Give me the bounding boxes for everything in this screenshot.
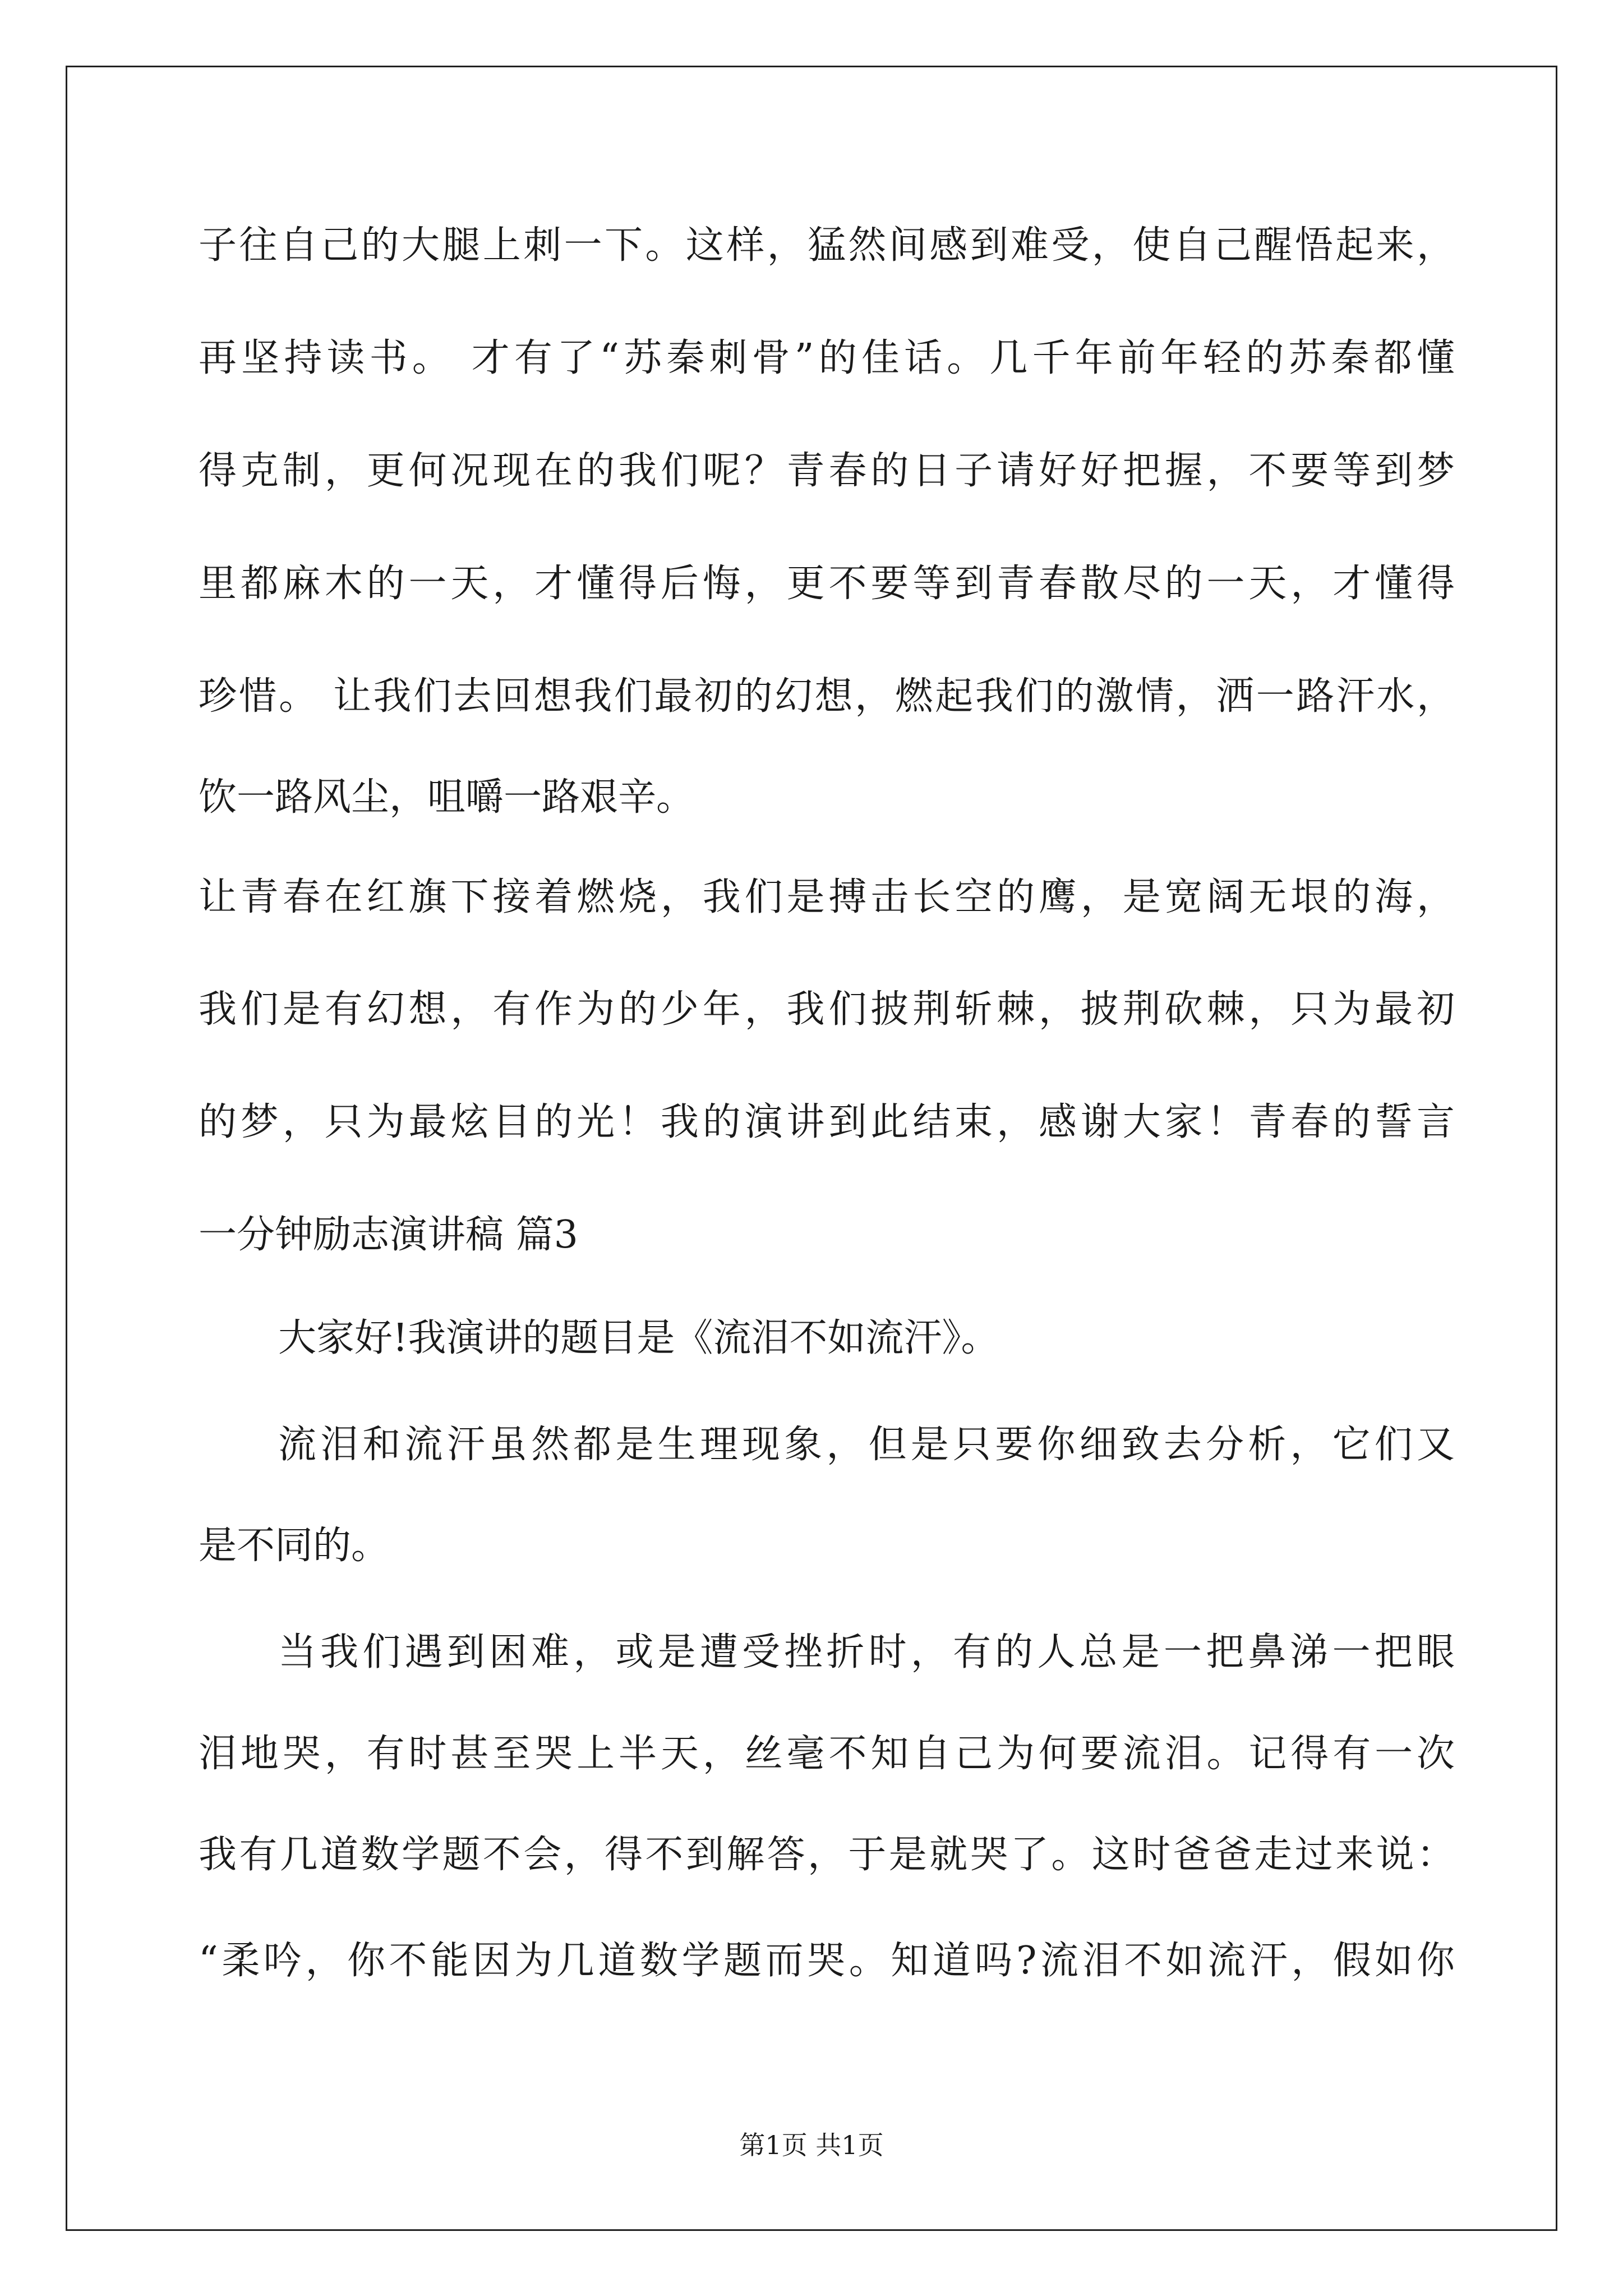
body-line-4: 里都麻木的一天，才懂得后悔，更不要等到青春散尽的一天，才懂得 <box>199 562 1455 606</box>
body-line-17: “柔吟，你不能因为几道数学题而哭。知道吗?流泪不如流汗，假如你 <box>199 1939 1455 1983</box>
body-line-16: 我有几道数学题不会，得不到解答，于是就哭了。这时爸爸走过来说： <box>199 1833 1455 1877</box>
paragraph-greeting: 大家好!我演讲的题目是《流泪不如流汗》。 <box>278 1316 999 1360</box>
body-line-14: 当我们遇到困难，或是遭受挫折时，有的人总是一把鼻涕一把眼 <box>278 1630 1455 1674</box>
section-title: 一分钟励志演讲稿 篇3 <box>199 1213 578 1257</box>
body-line-2: 再坚持读书。 才有了“苏秦刺骨”的佳话。几千年前年轻的苏秦都懂 <box>199 336 1455 380</box>
body-line-9: 的梦，只为最炫目的光！我的演讲到此结束，感谢大家！青春的誓言 <box>199 1100 1455 1144</box>
body-line-6: 饮一路风尘，咀嚼一路艰辛。 <box>199 775 695 820</box>
body-line-12: 流泪和流汗虽然都是生理现象，但是只要你细致去分析，它们又 <box>278 1423 1455 1467</box>
body-line-5: 珍惜。 让我们去回想我们最初的幻想，燃起我们的激情，洒一路汗水， <box>199 674 1455 719</box>
body-line-8: 我们是有幻想，有作为的少年，我们披荆斩棘，披荆砍棘，只为最初 <box>199 987 1455 1032</box>
body-line-3: 得克制，更何况现在的我们呢？青春的日子请好好把握，不要等到梦 <box>199 449 1455 493</box>
body-line-1: 子往自己的大腿上刺一下。这样，猛然间感到难受，使自己醒悟起来， <box>199 223 1455 268</box>
page-border <box>66 66 1557 2231</box>
page-footer: 第1页 共1页 <box>739 2130 884 2160</box>
body-line-7: 让青春在红旗下接着燃烧，我们是搏击长空的鹰，是宽阔无垠的海， <box>199 875 1455 919</box>
body-line-15: 泪地哭，有时甚至哭上半天，丝毫不知自己为何要流泪。记得有一次 <box>199 1732 1455 1776</box>
body-line-13: 是不同的。 <box>199 1524 390 1568</box>
